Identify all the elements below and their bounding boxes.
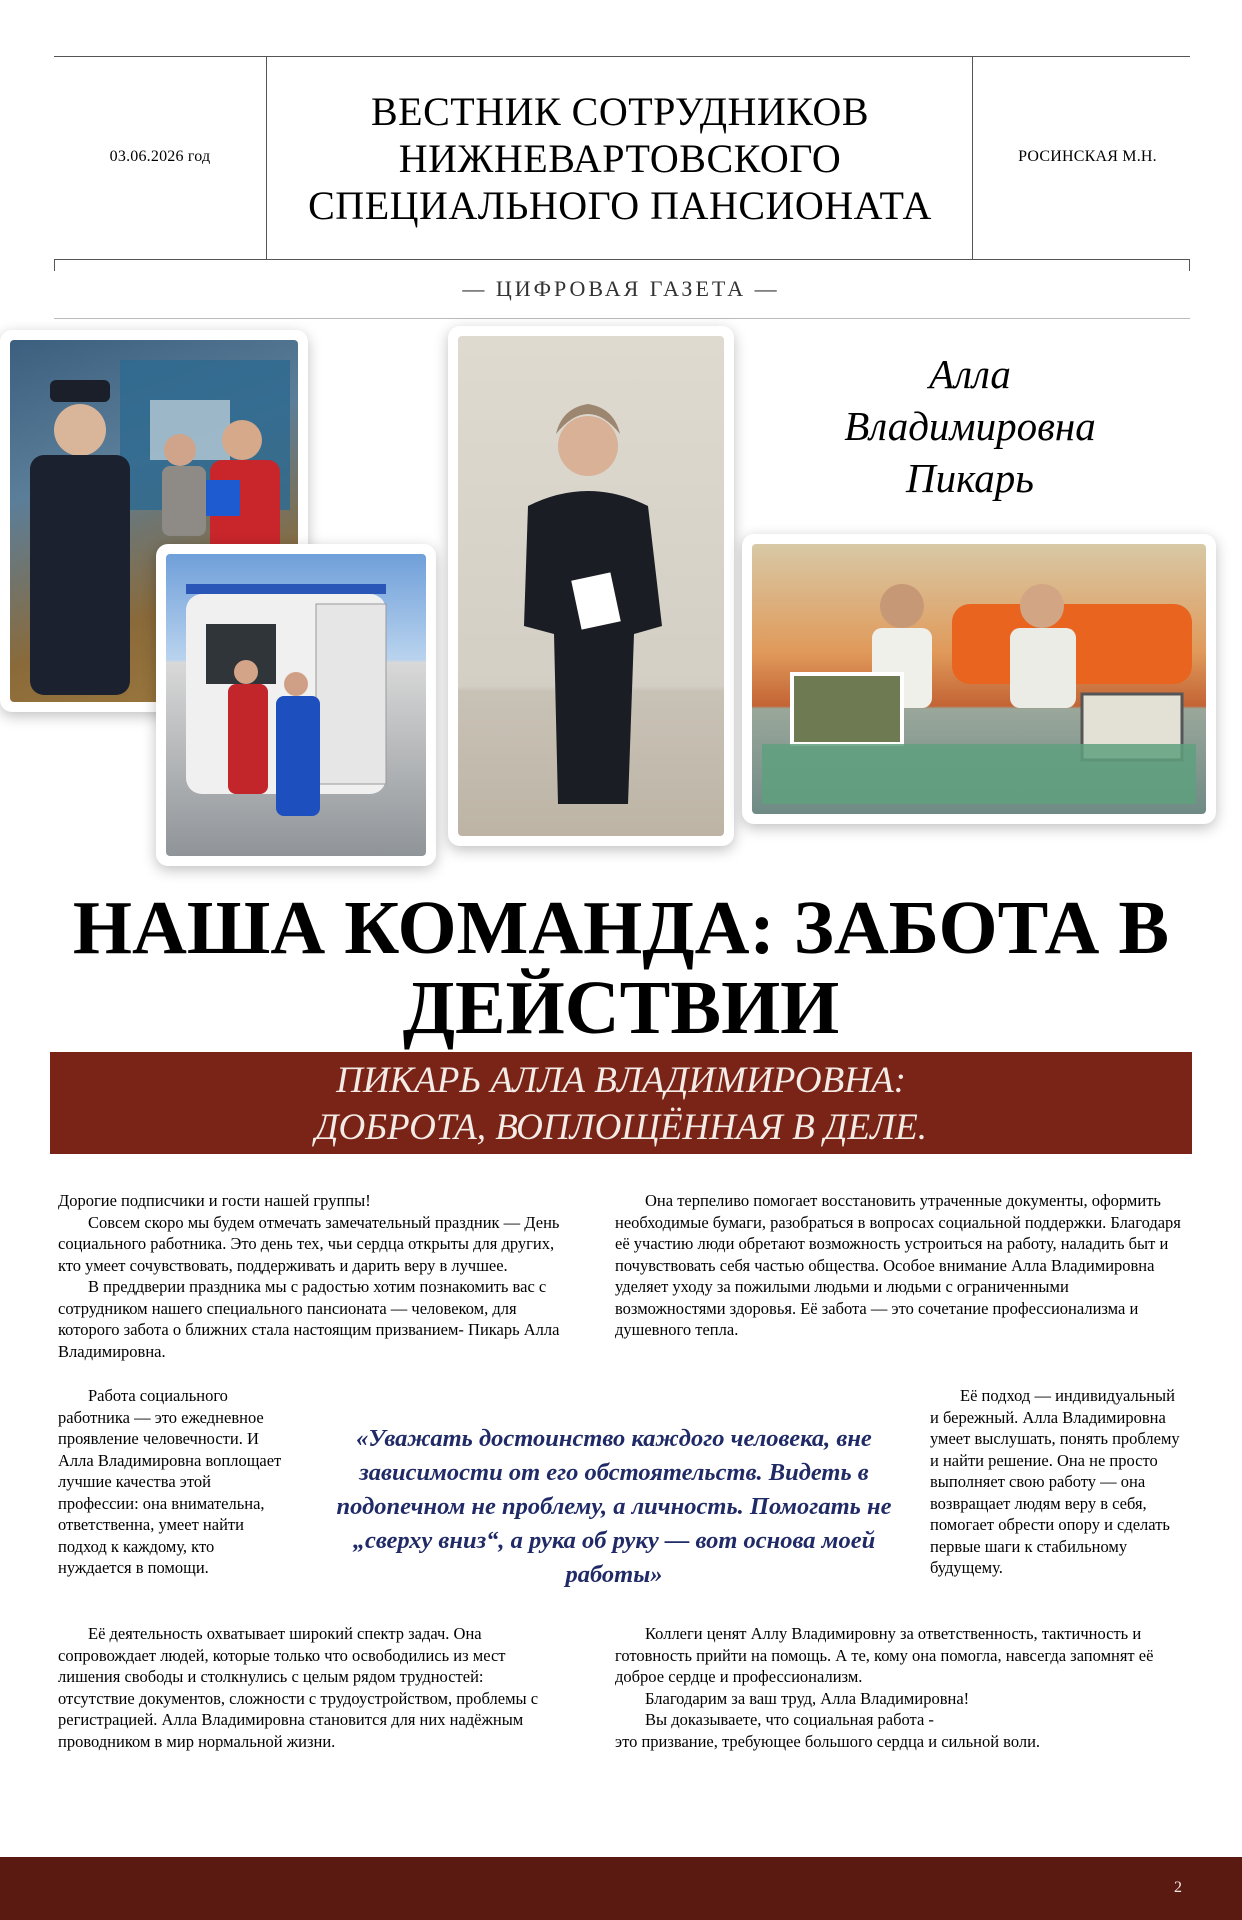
masthead-tick-right (1189, 259, 1190, 271)
photo-event-table (742, 534, 1216, 824)
subtitle-rule (54, 318, 1190, 319)
subtitle: — ЦИФРОВАЯ ГАЗЕТА — (462, 276, 780, 301)
paragraph: Её подход — индивидуальный и бережный. Алла Владимировна умеет выслушать, понять проблему и найти решение. Она не просто выполняет свою работу — она возвращает людям веру в себя, помогает обрести опору и сделать первые шаги к стабильному будущему. (930, 1386, 1180, 1577)
name-line-2: Владимировна (844, 403, 1096, 449)
masthead-bottom-rule (54, 259, 1190, 260)
paragraph: Дорогие подписчики и гости нашей группы! (58, 1191, 371, 1210)
photo-portrait (448, 326, 734, 846)
article-left-bottom (58, 1623, 548, 1752)
paragraph: Её деятельность охватывает широкий спектр задач. Она сопровождает людей, которые только что освободились из мест лишения свободы и столкнулись с целым рядом трудностей: отсутствие документов, сложности с трудоустройством, проблемы с регистрацией. Алла Владимировна становится для них надёжным проводником в мир нормальной жизни. (58, 1624, 539, 1751)
paragraph: Коллеги ценят Аллу Владимировну за ответственность, тактичность и готовность прийти на помощь. А те, кому она помогла, навсегда запомнят её доброе сердце и профессионализм. (615, 1624, 1154, 1686)
photo-ambulance (156, 544, 436, 866)
paragraph: Совсем скоро мы будем отмечать замечательный праздник — День социального работника. Это день тех, чьи сердца открыты для других, кто умеет сочувствовать, поддерживать и дарить веру в лучшее. (58, 1212, 560, 1275)
banner-line-1: ПИКАРЬ АЛЛА ВЛАДИМИРОВНА: (336, 1060, 906, 1101)
page-number: 2 (1174, 1879, 1182, 1896)
name-line-1: Алла (929, 351, 1011, 397)
article-right-narrow (930, 1385, 1182, 1579)
paragraph: Она терпеливо помогает восстановить утраченные документы, оформить необходимые бумаги, разобраться в вопросах социальной поддержки. Благодаря её участию люди обретают возможность устроиться на работу, наладить быт и почувствовать себя частью общества. Особое внимание Алла Владимировна уделяет уходу за пожилыми людьми и людьми с ограниченными возможностями здоровья. Её забота — это сочетание профессионализма и душевного тепла. (615, 1191, 1181, 1339)
masthead-tick-left (54, 259, 55, 271)
main-headline (40, 888, 1202, 1048)
featured-person-name (770, 348, 1170, 504)
paragraph: В преддверии праздника мы с радостью хотим познакомить вас с сотрудником нашего специального пансионата — человеком, для которого забота о ближних стала настоящим призванием- Пикарь Алла Владимировна. (58, 1277, 560, 1361)
article-left-narrow (58, 1385, 290, 1579)
paragraph: Вы доказываете, что социальная работа - (645, 1710, 934, 1729)
masthead-top-rule (54, 56, 1190, 57)
title-line-2: НИЖНЕВАРТОВСКОГО (398, 136, 842, 181)
newspaper-title (268, 88, 972, 229)
paragraph: Работа социального работника — это ежедневное проявление человечности. И Алла Владимировна воплощает лучшие качества этой профессии: она внимательна, ответственна, умеет найти подход к каждому, кто нуждается в помощи. (58, 1386, 282, 1577)
title-line-3: СПЕЦИАЛЬНОГО ПАНСИОНАТА (308, 183, 932, 228)
footer-bar (0, 1857, 1242, 1920)
article-left-top (58, 1190, 574, 1362)
paragraph: Благодарим за ваш труд, Алла Владимировна! (645, 1688, 970, 1708)
title-line-1: ВЕСТНИК СОТРУДНИКОВ (370, 89, 869, 134)
pull-quote: «Уважать достоинство каждого человека, вне зависимости от его обстоятельств. Видеть в подопечном не проблему, а личность. Помогать не „сверху вниз“, а рука об руку — вот основа моей работы» (336, 1425, 892, 1588)
name-line-3: Пикарь (906, 455, 1034, 501)
masthead-divider-right (972, 56, 973, 259)
issue-date: 03.06.2026 год (109, 148, 211, 165)
article-right-bottom (615, 1623, 1183, 1752)
banner-line-2: ДОБРОТА, ВОПЛОЩЁННАЯ В ДЕЛЕ. (314, 1107, 928, 1148)
article-right-top (615, 1190, 1183, 1341)
masthead-divider-left (266, 56, 267, 259)
paragraph: это призвание, требующее большого сердца и сильной воли. (615, 1731, 1041, 1751)
author-name: РОСИНСКАЯ М.Н. (1018, 148, 1157, 165)
subheadline-banner (50, 1052, 1192, 1154)
headline-line-1: НАША КОМАНДА: ЗАБОТА В (72, 886, 1170, 970)
headline-line-2: ДЕЙСТВИИ (402, 966, 840, 1050)
